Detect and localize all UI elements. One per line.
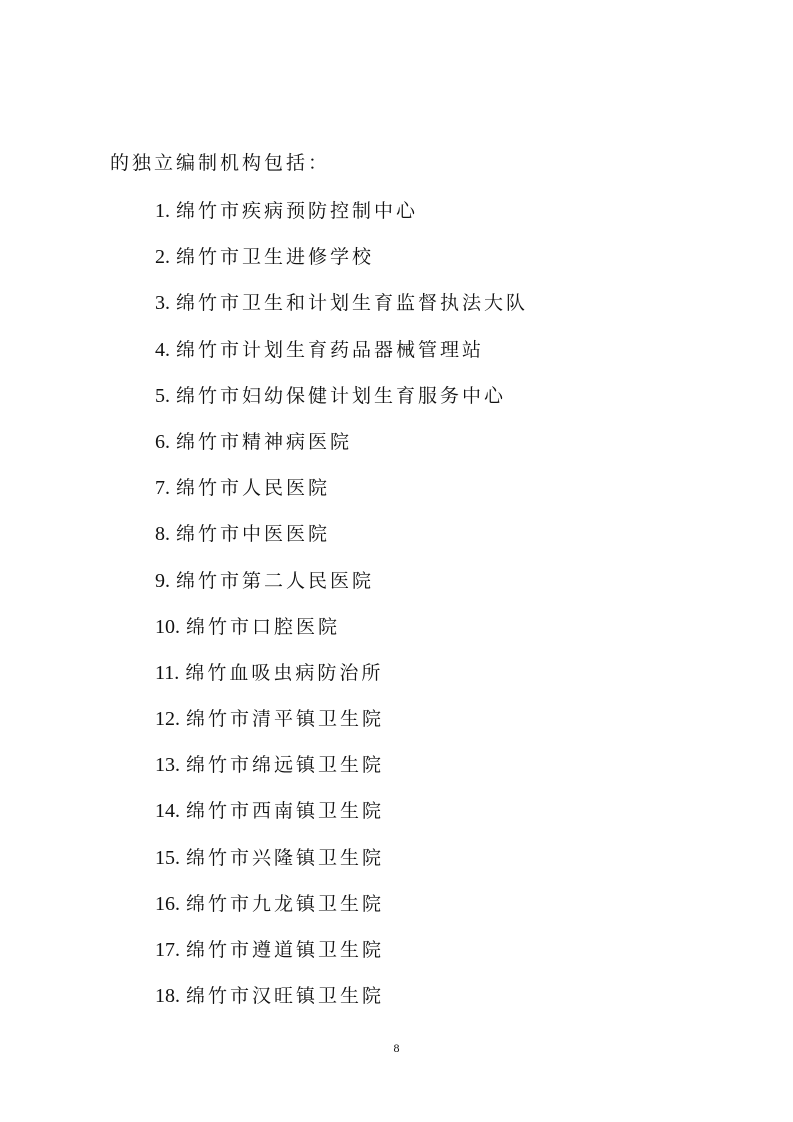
item-text: 绵竹市卫生进修学校 bbox=[176, 246, 375, 269]
item-text: 绵竹市口腔医院 bbox=[186, 615, 341, 638]
item-text: 绵竹市妇幼保健计划生育服务中心 bbox=[176, 384, 507, 407]
item-number: 4. bbox=[155, 338, 170, 361]
list-item bbox=[155, 889, 528, 935]
item-text: 绵竹市兴隆镇卫生院 bbox=[186, 846, 385, 869]
item-number: 13. bbox=[155, 754, 180, 777]
list-item bbox=[155, 796, 528, 842]
item-text: 绵竹市卫生和计划生育监督执法大队 bbox=[176, 292, 529, 315]
item-text: 绵竹市清平镇卫生院 bbox=[186, 708, 385, 731]
intro-text: 的独立编制机构包括： bbox=[110, 152, 331, 174]
list-item bbox=[155, 704, 528, 750]
item-number: 6. bbox=[155, 430, 170, 453]
item-number: 15. bbox=[155, 846, 180, 869]
item-text: 绵竹市中医医院 bbox=[176, 523, 331, 546]
item-text: 绵竹市绵远镇卫生院 bbox=[186, 754, 385, 777]
item-text: 绵竹市遵道镇卫生院 bbox=[186, 939, 385, 961]
item-number: 11. bbox=[155, 661, 180, 684]
list-item bbox=[155, 381, 528, 427]
item-text: 绵竹市计划生育药品器械管理站 bbox=[176, 338, 485, 361]
item-number: 18. bbox=[155, 985, 180, 1008]
list-item bbox=[155, 288, 528, 334]
item-number: 1. bbox=[155, 200, 170, 222]
item-number: 16. bbox=[155, 892, 180, 915]
list-item bbox=[155, 981, 528, 1027]
item-number: 5. bbox=[155, 384, 170, 407]
list-item bbox=[155, 473, 528, 519]
item-text: 绵竹市疾病预防控制中心 bbox=[176, 200, 419, 222]
item-text: 绵竹市第二人民医院 bbox=[176, 569, 375, 592]
item-text: 绵竹市精神病医院 bbox=[176, 430, 353, 453]
item-number: 12. bbox=[155, 708, 180, 731]
item-text: 绵竹血吸虫病防治所 bbox=[185, 661, 384, 684]
item-number: 17. bbox=[155, 939, 180, 961]
list-item bbox=[155, 843, 528, 889]
list-item bbox=[155, 658, 528, 704]
list-item bbox=[155, 750, 528, 796]
item-number: 14. bbox=[155, 800, 180, 823]
item-text: 绵竹市人民医院 bbox=[176, 477, 331, 500]
list-item bbox=[155, 612, 528, 658]
list-item bbox=[155, 335, 528, 381]
item-number: 3. bbox=[155, 292, 170, 315]
list-item bbox=[155, 935, 528, 981]
item-text: 绵竹市西南镇卫生院 bbox=[186, 800, 385, 823]
list-item bbox=[155, 519, 528, 565]
item-text: 绵竹市汉旺镇卫生院 bbox=[186, 985, 385, 1008]
institution-list bbox=[155, 196, 528, 1027]
item-number: 10. bbox=[155, 615, 180, 638]
list-item bbox=[155, 196, 528, 242]
item-text: 绵竹市九龙镇卫生院 bbox=[186, 892, 385, 915]
list-item bbox=[155, 242, 528, 288]
list-item bbox=[155, 566, 528, 612]
item-number: 8. bbox=[155, 523, 170, 546]
list-item bbox=[155, 427, 528, 473]
page-number: 8 bbox=[393, 1041, 400, 1055]
item-number: 2. bbox=[155, 246, 170, 269]
item-number: 9. bbox=[155, 569, 170, 592]
item-number: 7. bbox=[155, 477, 170, 500]
